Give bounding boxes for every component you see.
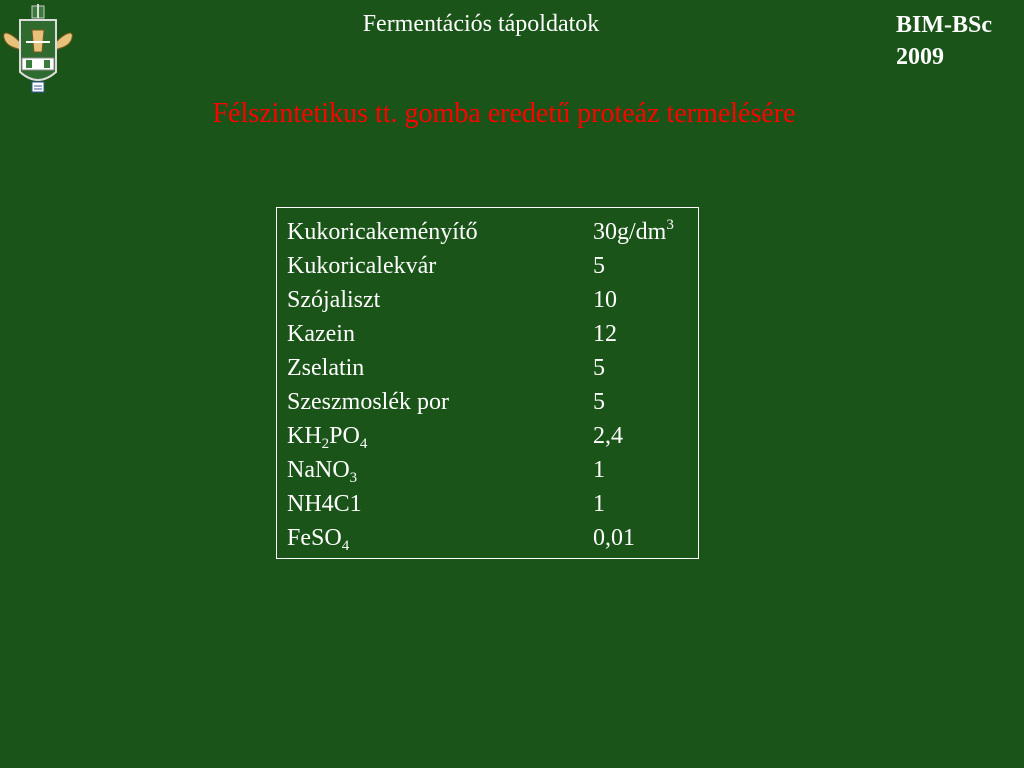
ingredient-amount (593, 453, 698, 487)
ingredient-name (287, 521, 593, 555)
ingredient-name: Szójaliszt (287, 287, 381, 313)
ingredient-amount (593, 215, 698, 249)
ingredient-amount-value: 30g/dm (593, 219, 667, 245)
table-row (287, 215, 698, 249)
ingredient-amount (593, 521, 698, 555)
ingredient-name: Kazein (287, 321, 355, 347)
table-row (287, 487, 698, 521)
table-row (287, 249, 698, 283)
table-row (287, 283, 698, 317)
ingredient-name: Szeszmoslék por (287, 389, 449, 415)
ingredient-name: Kukoricakeményítő (287, 219, 478, 245)
table-row (287, 419, 698, 453)
ingredient-amount-value: 0,01 (593, 525, 635, 551)
course-badge (896, 9, 992, 73)
ingredient-name-subscript: 2 (321, 436, 330, 452)
course-badge-year: 2009 (896, 44, 944, 70)
ingredient-name-part: NaNO (287, 457, 350, 483)
slide-subtitle: Félszintetikus tt. gomba eredetű proteáz termelésére (212, 98, 796, 129)
ingredient-name: NH4C1 (287, 491, 362, 517)
medium-composition-table (276, 207, 699, 559)
ingredient-name-subscript: 4 (341, 538, 350, 554)
course-badge-name: BIM-BSc (896, 12, 992, 38)
table-row (287, 317, 698, 351)
table-row (287, 453, 698, 487)
ingredient-name (287, 419, 593, 453)
ingredient-name: Kukoricalekvár (287, 253, 437, 279)
ingredient-name-subscript: 4 (359, 436, 368, 452)
ingredient-amount (593, 317, 698, 351)
ingredient-amount-superscript: 3 (666, 217, 674, 233)
ingredient-name: Zselatin (287, 355, 365, 381)
ingredient-name-subscript: 3 (349, 470, 358, 486)
ingredient-amount (593, 385, 698, 419)
ingredient-amount-value: 1 (593, 457, 605, 483)
ingredient-amount (593, 487, 698, 521)
ingredient-amount-value: 12 (593, 321, 617, 347)
ingredient-name (287, 453, 593, 487)
ingredient-amount-value: 5 (593, 355, 605, 381)
ingredient-amount-value: 5 (593, 253, 605, 279)
ingredient-amount (593, 351, 698, 385)
table-row (287, 351, 698, 385)
ingredient-amount (593, 283, 698, 317)
ingredient-name-part: FeSO (287, 525, 342, 551)
ingredient-amount (593, 249, 698, 283)
ingredient-amount-value: 1 (593, 491, 605, 517)
slide-header-title: Fermentációs tápoldatok (362, 11, 600, 37)
ingredient-name-part: PO (329, 423, 360, 449)
ingredient-amount-value: 5 (593, 389, 605, 415)
ingredient-name-part: KH (287, 423, 322, 449)
table-row (287, 521, 698, 555)
table-row (287, 385, 698, 419)
ingredient-amount-value: 2,4 (593, 423, 623, 449)
ingredient-amount-value: 10 (593, 287, 617, 313)
ingredient-amount (593, 419, 698, 453)
